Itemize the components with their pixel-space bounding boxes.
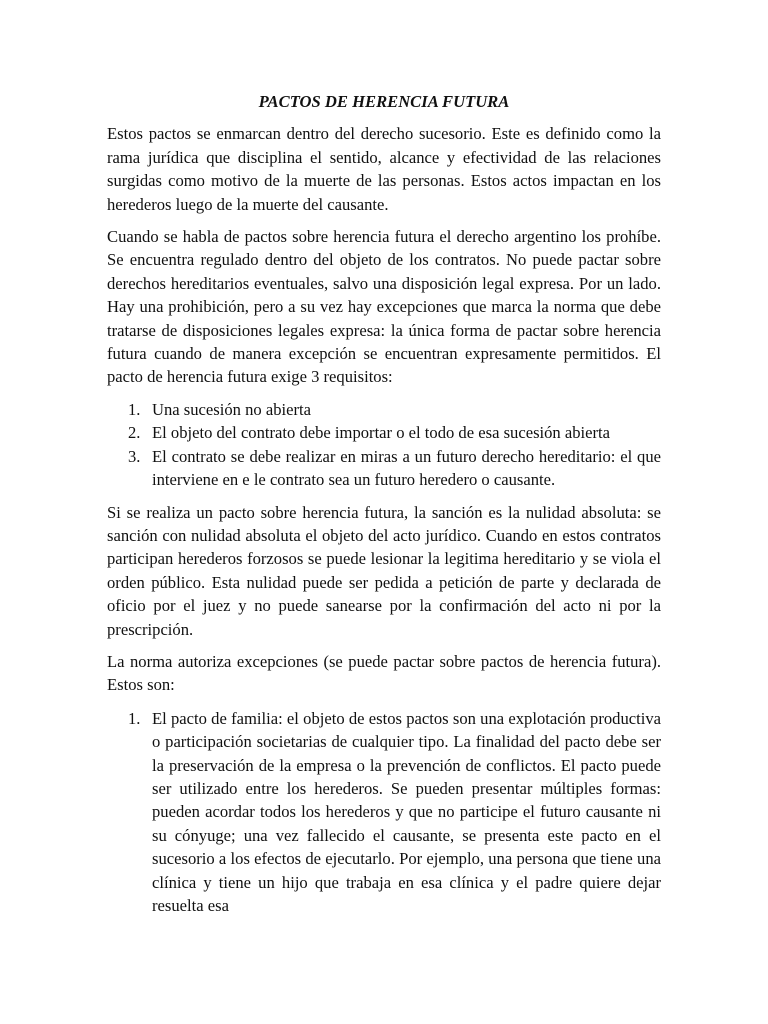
list-item-text: El pacto de familia: el objeto de estos pactos son una explotación productiva o participación societarias de cualquier tipo. La finalidad del pacto debe ser la preservación de la empresa o la prevención de conflictos. El pacto puede ser utilizado entre los herederos. Se pueden presentar múltiples formas: pueden acordar todos los herederos y que no participe el futuro causante ni su cónyuge; una vez fallecido el causante, se presenta este pacto en el sucesorio a los efectos de ejecutarlo. Por ejemplo, una persona que tiene una clínica y tiene un hijo que trabaja en esa clínica y el padre quiere dejar resuelta esa [152,708,661,915]
requisitos-list [107,398,661,492]
list-item [107,707,661,918]
list-item [107,421,661,444]
list-item-text: Una sucesión no abierta [152,399,311,419]
paragraph-nulidad: Si se realiza un pacto sobre herencia futura, la sanción es la nulidad absoluta: se sanción con nulidad absoluta el objeto del acto jurídico. Cuando en estos contratos participan herederos forzosos se puede lesionar la legitima hereditario y se viola el orden público. Esta nulidad puede ser pedida a petición de parte y declarada de oficio por el juez y no puede sanearse por la confirmación del acto ni por la prescripción. [107,502,661,639]
list-item-text: El objeto del contrato debe importar o el todo de esa sucesión abierta [152,423,611,443]
list-item [107,398,661,421]
document-page [107,90,661,926]
paragraph-intro: Estos pactos se enmarcan dentro del derecho sucesorio. Este es definido como la rama jurídica que disciplina el sentido, alcance y efectividad de las relaciones surgidas como motivo de la muerte de las personas. Estos actos impactan en los herederos luego de la muerte del causante. [107,124,661,214]
excepciones-list [107,707,661,918]
list-item-number: 1. [128,399,141,419]
list-item [107,445,661,492]
paragraph-prohibicion: Cuando se habla de pactos sobre herencia futura el derecho argentino los prohíbe. Se encuentra regulado dentro del objeto de los contratos. No puede pactar sobre derechos hereditarios eventuales, salvo una disposición legal expresa. Por un lado. Hay una prohibición, pero a su vez hay excepciones que marca la norma que debe tratarse de disposiciones legales expresa: la única forma de pactar sobre herencia futura cuando de manera excepción se encuentran expresamente permitidos. El pacto de herencia futura exige 3 requisitos: [107,227,661,387]
list-item-text: El contrato se debe realizar en miras a un futuro derecho hereditario: el que interviene en e le contrato sea un futuro heredero o causante. [152,446,661,490]
list-item-number: 1. [128,708,141,728]
list-item-number: 2. [128,423,141,443]
document-title: PACTOS DE HERENCIA FUTURA [258,92,510,111]
list-item-number: 3. [128,446,141,466]
paragraph-excepciones: La norma autoriza excepciones (se puede pactar sobre pactos de herencia futura). Estos son: [107,651,661,695]
